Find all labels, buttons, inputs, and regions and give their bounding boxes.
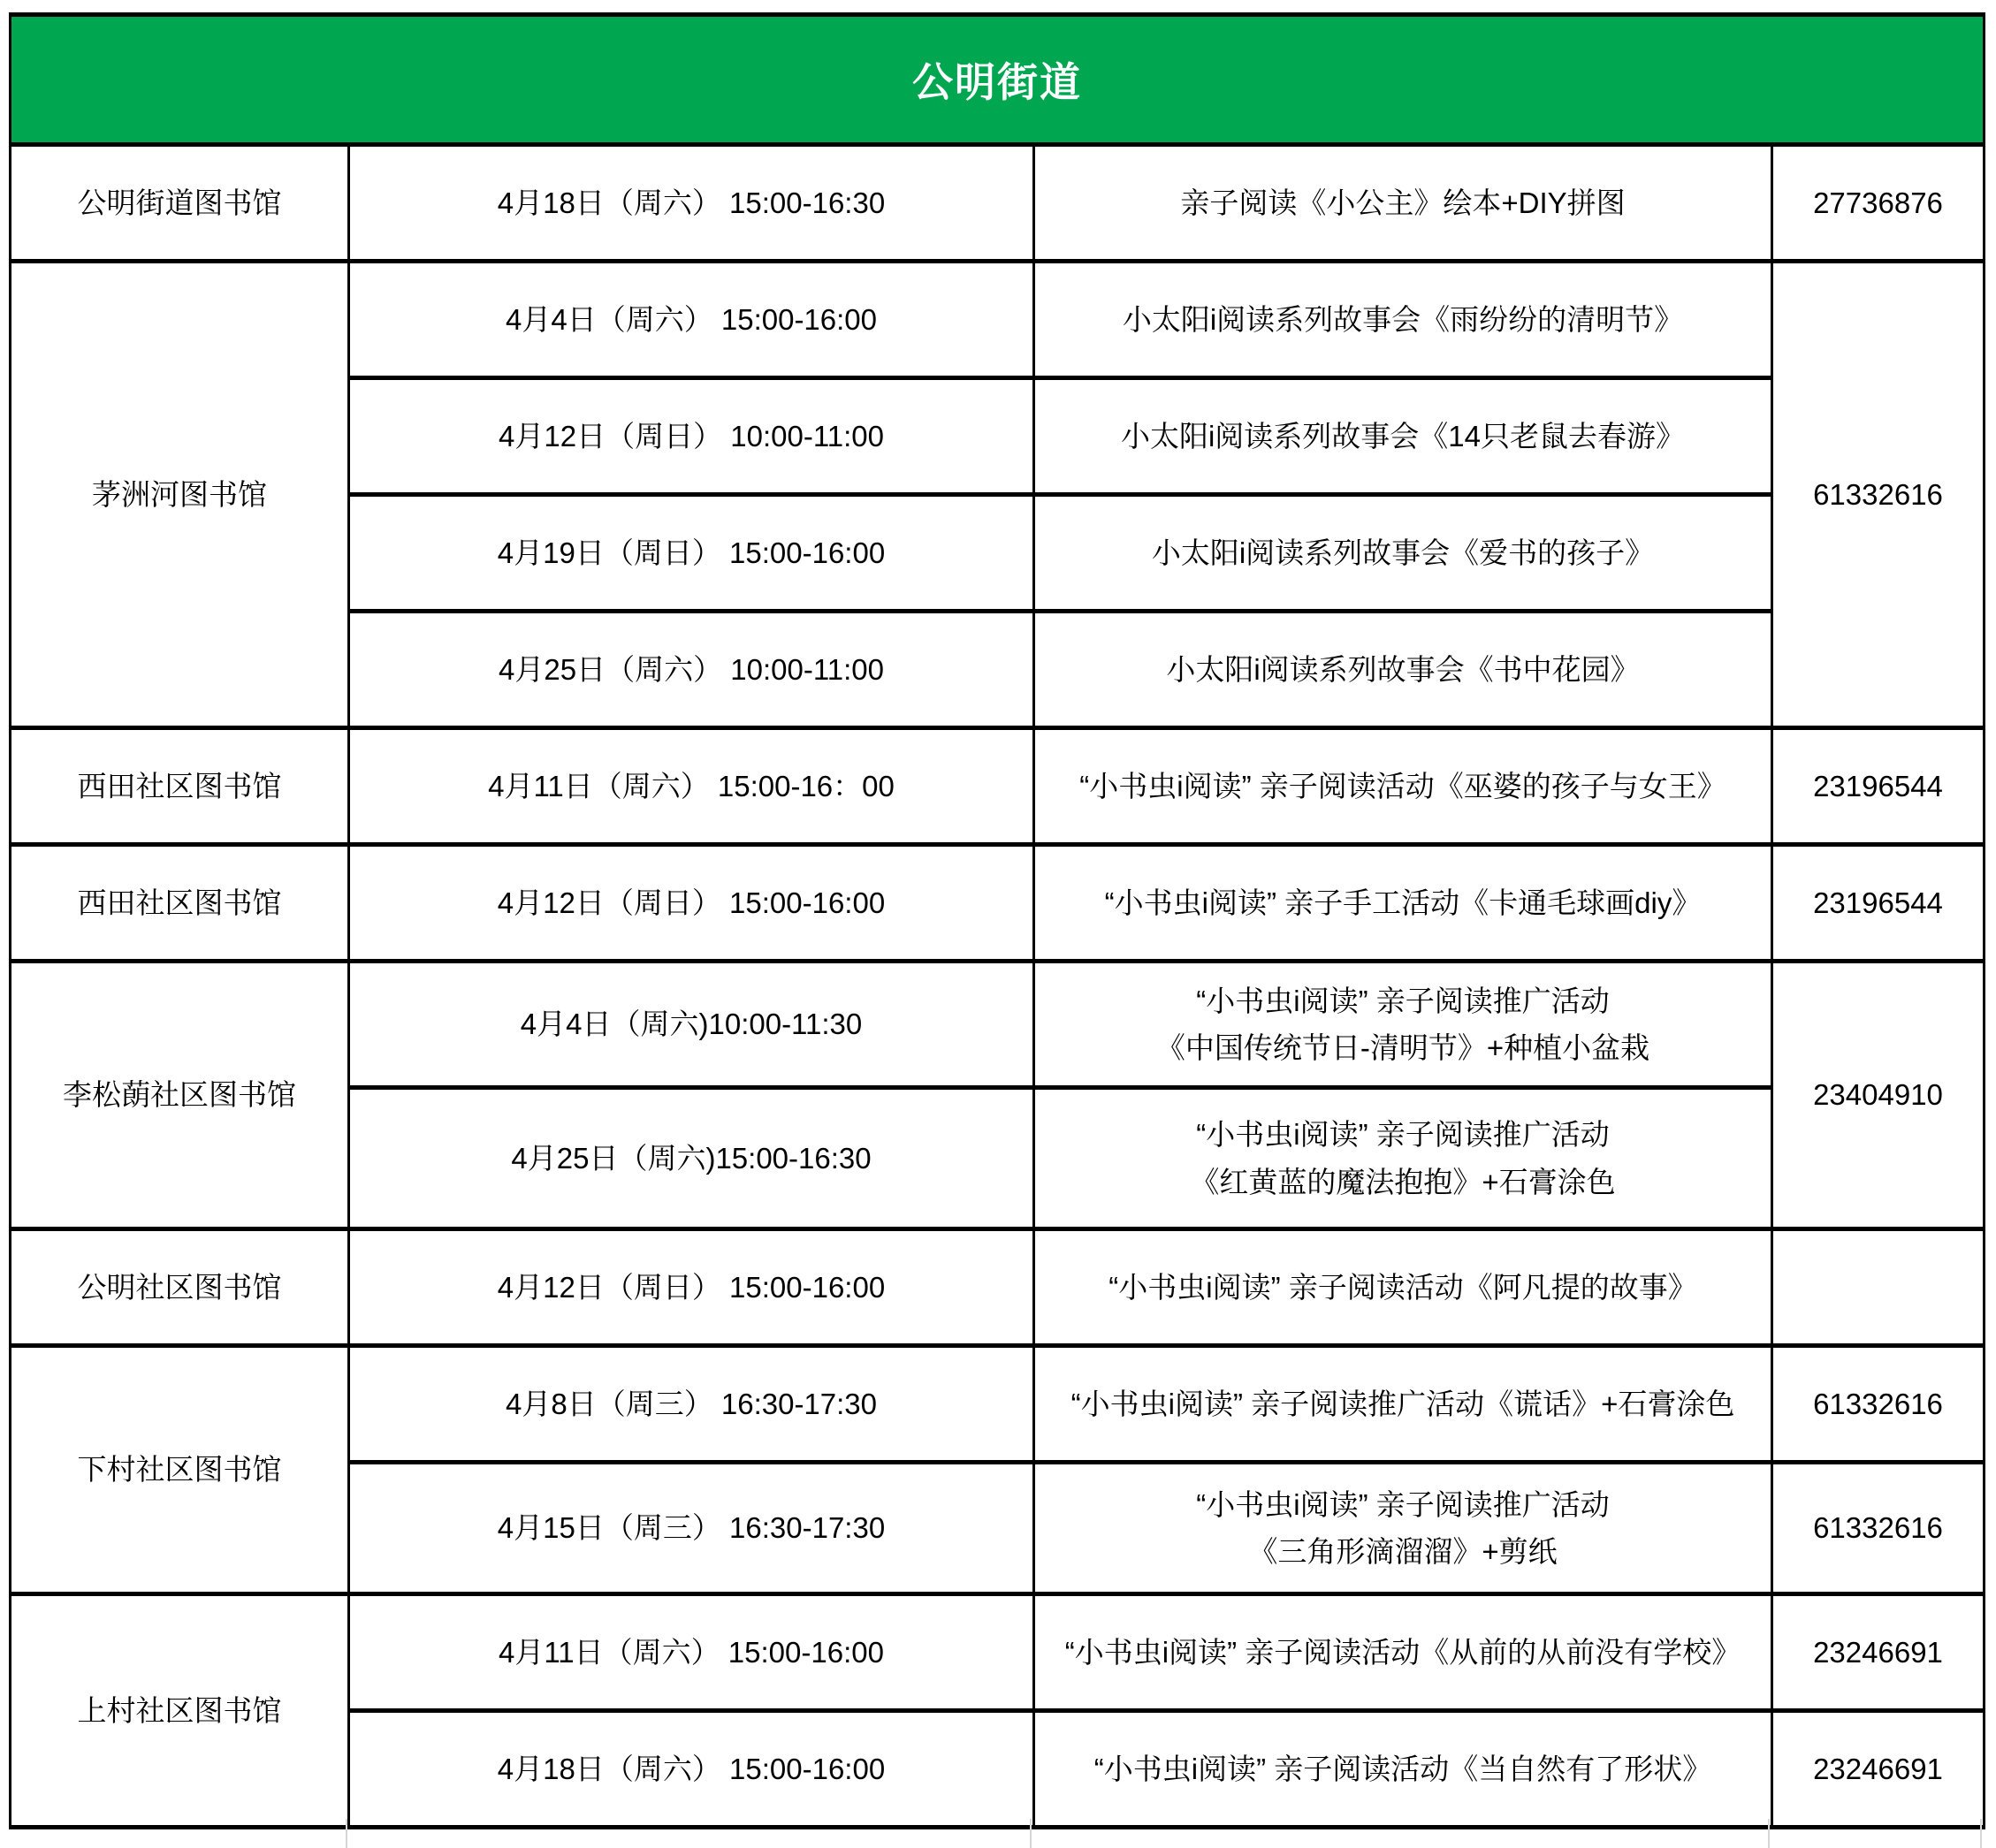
activity-cell: “小书虫i阅读” 亲子手工活动《卡通毛球画diy》: [1034, 845, 1772, 962]
activity-cell: “小书虫i阅读” 亲子阅读活动《阿凡提的故事》: [1034, 1229, 1772, 1346]
activity-cell: “小书虫i阅读” 亲子阅读活动《当自然有了形状》: [1034, 1711, 1772, 1828]
activity-cell: “小书虫i阅读” 亲子阅读活动《从前的从前没有学校》: [1034, 1594, 1772, 1711]
table-row: [11, 1346, 1985, 1463]
table-row: [11, 845, 1985, 962]
phone-cell: 23196544: [1772, 845, 1985, 962]
phone-cell: 27736876: [1772, 145, 1985, 262]
activity-cell: 亲子阅读《小公主》绘本+DIY拼图: [1034, 145, 1772, 262]
activity-cell: “小书虫i阅读” 亲子阅读推广活动 《中国传统节日-清明节》+种植小盆栽: [1034, 962, 1772, 1088]
date-cell: 4月4日（周六)10:00-11:30: [349, 962, 1034, 1088]
phone-cell: 23404910: [1772, 962, 1985, 1229]
date-cell: 4月25日（周六)15:00-16:30: [349, 1088, 1034, 1229]
gridline: [1980, 1819, 1982, 1848]
date-cell: 4月12日（周日） 10:00-11:00: [349, 378, 1034, 495]
table-row: [11, 145, 1985, 262]
gridline: [1768, 1819, 1770, 1848]
section-header-row: [11, 15, 1985, 145]
date-cell: 4月12日（周日） 15:00-16:00: [349, 845, 1034, 962]
table-row: [11, 262, 1985, 378]
activity-cell: “小书虫i阅读” 亲子阅读活动《巫婆的孩子与女王》: [1034, 728, 1772, 845]
library-cell: 西田社区图书馆: [11, 728, 349, 845]
date-cell: 4月12日（周日） 15:00-16:00: [349, 1229, 1034, 1346]
date-cell: 4月11日（周六） 15:00-16：00: [349, 728, 1034, 845]
activity-cell: 小太阳i阅读系列故事会《爱书的孩子》: [1034, 495, 1772, 612]
phone-cell: 23246691: [1772, 1594, 1985, 1711]
activity-cell: 小太阳i阅读系列故事会《雨纷纷的清明节》: [1034, 262, 1772, 378]
table-row: [11, 1594, 1985, 1711]
date-cell: 4月11日（周六） 15:00-16:00: [349, 1594, 1034, 1711]
library-cell: 西田社区图书馆: [11, 845, 349, 962]
activity-cell: 小太阳i阅读系列故事会《书中花园》: [1034, 612, 1772, 728]
library-cell: 茅洲河图书馆: [11, 262, 349, 728]
library-cell: 上村社区图书馆: [11, 1594, 349, 1828]
gridline: [1030, 1819, 1032, 1848]
table-row: [11, 728, 1985, 845]
date-cell: 4月4日（周六） 15:00-16:00: [349, 262, 1034, 378]
activity-cell: “小书虫i阅读” 亲子阅读推广活动《谎话》+石膏涂色: [1034, 1346, 1772, 1463]
library-cell: 下村社区图书馆: [11, 1346, 349, 1594]
section-header: [11, 15, 1985, 145]
date-cell: 4月15日（周三） 16:30-17:30: [349, 1463, 1034, 1594]
section-title: 公明街道: [912, 59, 1082, 105]
activity-cell: “小书虫i阅读” 亲子阅读推广活动 《红黄蓝的魔法抱抱》+石膏涂色: [1034, 1088, 1772, 1229]
phone-cell: 61332616: [1772, 262, 1985, 728]
phone-cell: 23196544: [1772, 728, 1985, 845]
activity-schedule-table: [9, 12, 1985, 1829]
phone-cell: 61332616: [1772, 1346, 1985, 1463]
library-cell: 公明社区图书馆: [11, 1229, 349, 1346]
library-cell: 李松蓢社区图书馆: [11, 962, 349, 1229]
activity-cell: “小书虫i阅读” 亲子阅读推广活动 《三角形滴溜溜》+剪纸: [1034, 1463, 1772, 1594]
table-row: [11, 962, 1985, 1088]
phone-cell: 61332616: [1772, 1463, 1985, 1594]
date-cell: 4月8日（周三） 16:30-17:30: [349, 1346, 1034, 1463]
date-cell: 4月19日（周日） 15:00-16:00: [349, 495, 1034, 612]
date-cell: 4月18日（周六） 15:00-16:00: [349, 1711, 1034, 1828]
date-cell: 4月18日（周六） 15:00-16:30: [349, 145, 1034, 262]
gridline: [346, 1819, 347, 1848]
library-cell: 公明街道图书馆: [11, 145, 349, 262]
table-row: [11, 1229, 1985, 1346]
activity-cell: 小太阳i阅读系列故事会《14只老鼠去春游》: [1034, 378, 1772, 495]
phone-cell: [1772, 1229, 1985, 1346]
phone-cell: 23246691: [1772, 1711, 1985, 1828]
date-cell: 4月25日（周六） 10:00-11:00: [349, 612, 1034, 728]
